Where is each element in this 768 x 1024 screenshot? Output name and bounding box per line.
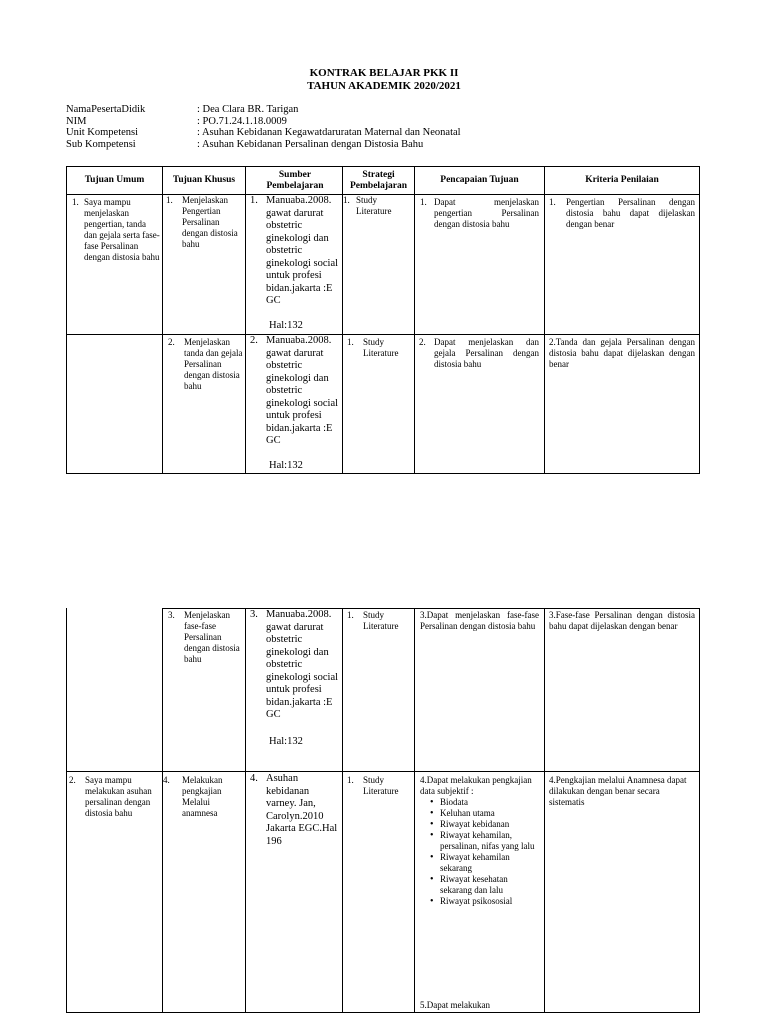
info-row-sub bbox=[66, 139, 461, 151]
row2-kriteria bbox=[549, 337, 695, 370]
header-tujuan-umum: Tujuan Umum bbox=[84, 175, 145, 185]
row5-pencapaian-start: 5.Dapat melakukan bbox=[420, 1000, 490, 1010]
row1-tujuan-khusus: Menjelaskan Pengertian Persalinan dengan distosia bahu bbox=[182, 195, 238, 249]
table-border bbox=[342, 166, 343, 474]
row4-strategi-number: 1. bbox=[347, 775, 354, 785]
row1-sumber-page: Hal:132 bbox=[269, 320, 303, 331]
row1-tujuan-umum-number: 1. bbox=[72, 197, 79, 207]
row4-sumber: Asuhan kebidanan varney. Jan, Carolyn.2010 Jakarta EGC.Hal 196 bbox=[266, 773, 338, 847]
row2-kriteria-text: 2.Tanda dan gejala Persalinan dengan distosia bahu dapat dijelaskan dengan benar bbox=[549, 337, 695, 369]
row4-kriteria: 4.Pengkajian melalui Anamnesa dapat dilakukan dengan benar secara sistematis bbox=[549, 775, 687, 807]
row2-tujuan-khusus-number: 2. bbox=[168, 337, 175, 347]
document-title: KONTRAK BELAJAR PKK II bbox=[309, 67, 459, 79]
row3-tujuan-khusus-number: 3. bbox=[168, 610, 175, 620]
row3-sumber-page: Hal:132 bbox=[269, 736, 303, 747]
row1-tujuan-khusus-number: 1. bbox=[166, 195, 173, 205]
info-value: : PO.71.24.1.18.0009 bbox=[197, 115, 287, 127]
info-value: : Asuhan Kebidanan Persalinan dengan Distosia Bahu bbox=[197, 138, 424, 150]
row4-tujuan-khusus: Melakukan pengkajian Melalui anamnesa bbox=[182, 775, 223, 818]
row3-kriteria: 3.Fase-fase Persalinan dengan distosia bahu dapat dijelaskan dengan benar bbox=[549, 610, 695, 631]
info-label: Unit Kompetensi bbox=[66, 127, 139, 138]
row4-strategi: Study Literature bbox=[363, 775, 399, 796]
row2-pencapaian-number: 2. bbox=[419, 337, 426, 347]
table-border bbox=[162, 334, 700, 335]
table-border bbox=[699, 608, 700, 1013]
row1-tujuan-umum: Saya mampu menjelaskan pengertian, tanda dan gejala serta fase-fase Persalinan dengan distosia bahu bbox=[84, 197, 160, 262]
row4-pencapaian-intro: 4.Dapat melakukan pengkajian data subjektif : bbox=[420, 775, 532, 796]
row2-tujuan-khusus: Menjelaskan tanda dan gejala Persalinan dengan distosia bahu bbox=[184, 337, 243, 391]
table-border bbox=[544, 608, 545, 1013]
row1-kriteria: Pengertian Persalinan dengan distosia bahu dapat dijelaskan dengan benar bbox=[566, 197, 695, 229]
row4-pencapaian bbox=[420, 775, 540, 907]
header-strategi-pembelajaran: Strategi Pembelajaran bbox=[350, 169, 407, 191]
row3-strategi: Study Literature bbox=[363, 610, 399, 631]
table-border bbox=[342, 608, 343, 1013]
table-border bbox=[414, 608, 415, 1013]
info-label: NIM bbox=[66, 115, 87, 127]
list-item: • Riwayat kebidanan bbox=[440, 819, 540, 830]
row4-sumber-number: 4. bbox=[250, 773, 258, 784]
table-border bbox=[66, 334, 163, 335]
info-value: : Dea Clara BR. Tarigan bbox=[197, 104, 299, 115]
row2-sumber: Manuaba.2008. gawat darurat obstetric ginekologi dan obstetric ginekologi social untuk profesi bidan.jakarta :E GC bbox=[266, 335, 339, 446]
document-subtitle: TAHUN AKADEMIK 2020/2021 bbox=[307, 80, 461, 92]
list-item: • Keluhan utama bbox=[440, 808, 540, 819]
row3-pencapaian: 3.Dapat menjelaskan fase-fase Persalinan dengan distosia bahu bbox=[420, 610, 539, 631]
row3-strategi-number: 1. bbox=[347, 610, 354, 620]
row1-strategi-number: 1. bbox=[343, 195, 350, 205]
row2-pencapaian: Dapat menjelaskan dan gejala Persalinan dengan distosia bahu bbox=[434, 337, 539, 369]
list-item: • Riwayat kesehatan sekarang dan lalu bbox=[440, 874, 540, 896]
info-label: NamaPesertaDidik bbox=[66, 104, 146, 115]
table-border bbox=[162, 608, 163, 1013]
table-border bbox=[162, 166, 163, 474]
info-row-nim bbox=[66, 116, 461, 128]
list-item: • Biodata bbox=[440, 797, 540, 808]
list-item: • Riwayat kehamilan, persalinan, nifas yang lalu bbox=[440, 830, 540, 852]
row2-sumber-page: Hal:132 bbox=[269, 460, 303, 471]
row3-sumber: Manuaba.2008. gawat darurat obstetric ginekologi dan obstetric ginekologi social untuk profesi bidan.jakarta :E GC bbox=[266, 609, 339, 720]
header-kriteria-penilaian: Kriteria Penilaian bbox=[585, 175, 659, 185]
header-pencapaian-tujuan: Pencapaian Tujuan bbox=[440, 175, 519, 185]
row4-tujuan-khusus-number: 4. bbox=[163, 775, 170, 785]
row1-pencapaian-number: 1. bbox=[420, 197, 427, 207]
table-border bbox=[66, 608, 67, 1013]
row1-pencapaian: Dapat menjelaskan pengertian Persalinan dengan distosia bahu bbox=[434, 197, 539, 229]
data-subjektif-list bbox=[420, 797, 540, 907]
row2-strategi: Study Literature bbox=[363, 337, 399, 358]
row2-sumber-number: 2. bbox=[250, 335, 258, 346]
table-border bbox=[162, 608, 700, 609]
header-tujuan-khusus: Tujuan Khusus bbox=[172, 175, 236, 185]
row4-tujuan-umum-number: 2. bbox=[69, 775, 76, 785]
row1-sumber: Manuaba.2008. gawat darurat obstetric ginekologi dan obstetric ginekologi social untuk profesi bidan.jakarta :E GC bbox=[266, 195, 339, 306]
row3-tujuan-khusus: Menjelaskan fase-fase Persalinan dengan distosia bahu bbox=[184, 610, 240, 664]
list-item: • Riwayat kehamilan sekarang bbox=[440, 852, 540, 874]
row1-kriteria-number: 1. bbox=[549, 197, 556, 207]
info-label: Sub Kompetensi bbox=[66, 138, 136, 150]
info-value: : Asuhan Kebidanan Kegawatdaruratan Maternal dan Neonatal bbox=[197, 127, 461, 138]
info-row-name bbox=[66, 104, 461, 116]
list-item: • Riwayat psikososial bbox=[440, 896, 540, 907]
table-border bbox=[414, 166, 415, 474]
table-border bbox=[245, 608, 246, 1013]
table-border bbox=[699, 166, 700, 474]
row2-strategi-number: 1. bbox=[347, 337, 354, 347]
row1-strategi: Study Literature bbox=[356, 195, 392, 216]
header-sumber-pembelajaran: Sumber Pembelajaran bbox=[266, 169, 324, 191]
table-border bbox=[544, 166, 545, 474]
table-border bbox=[66, 166, 67, 474]
table-border bbox=[245, 166, 246, 474]
row1-sumber-number: 1. bbox=[250, 195, 258, 206]
info-row-unit bbox=[66, 127, 461, 139]
student-info bbox=[66, 104, 461, 150]
row4-tujuan-umum: Saya mampu melakukan asuhan persalinan dengan distosia bahu bbox=[85, 775, 152, 818]
row3-sumber-number: 3. bbox=[250, 609, 258, 620]
